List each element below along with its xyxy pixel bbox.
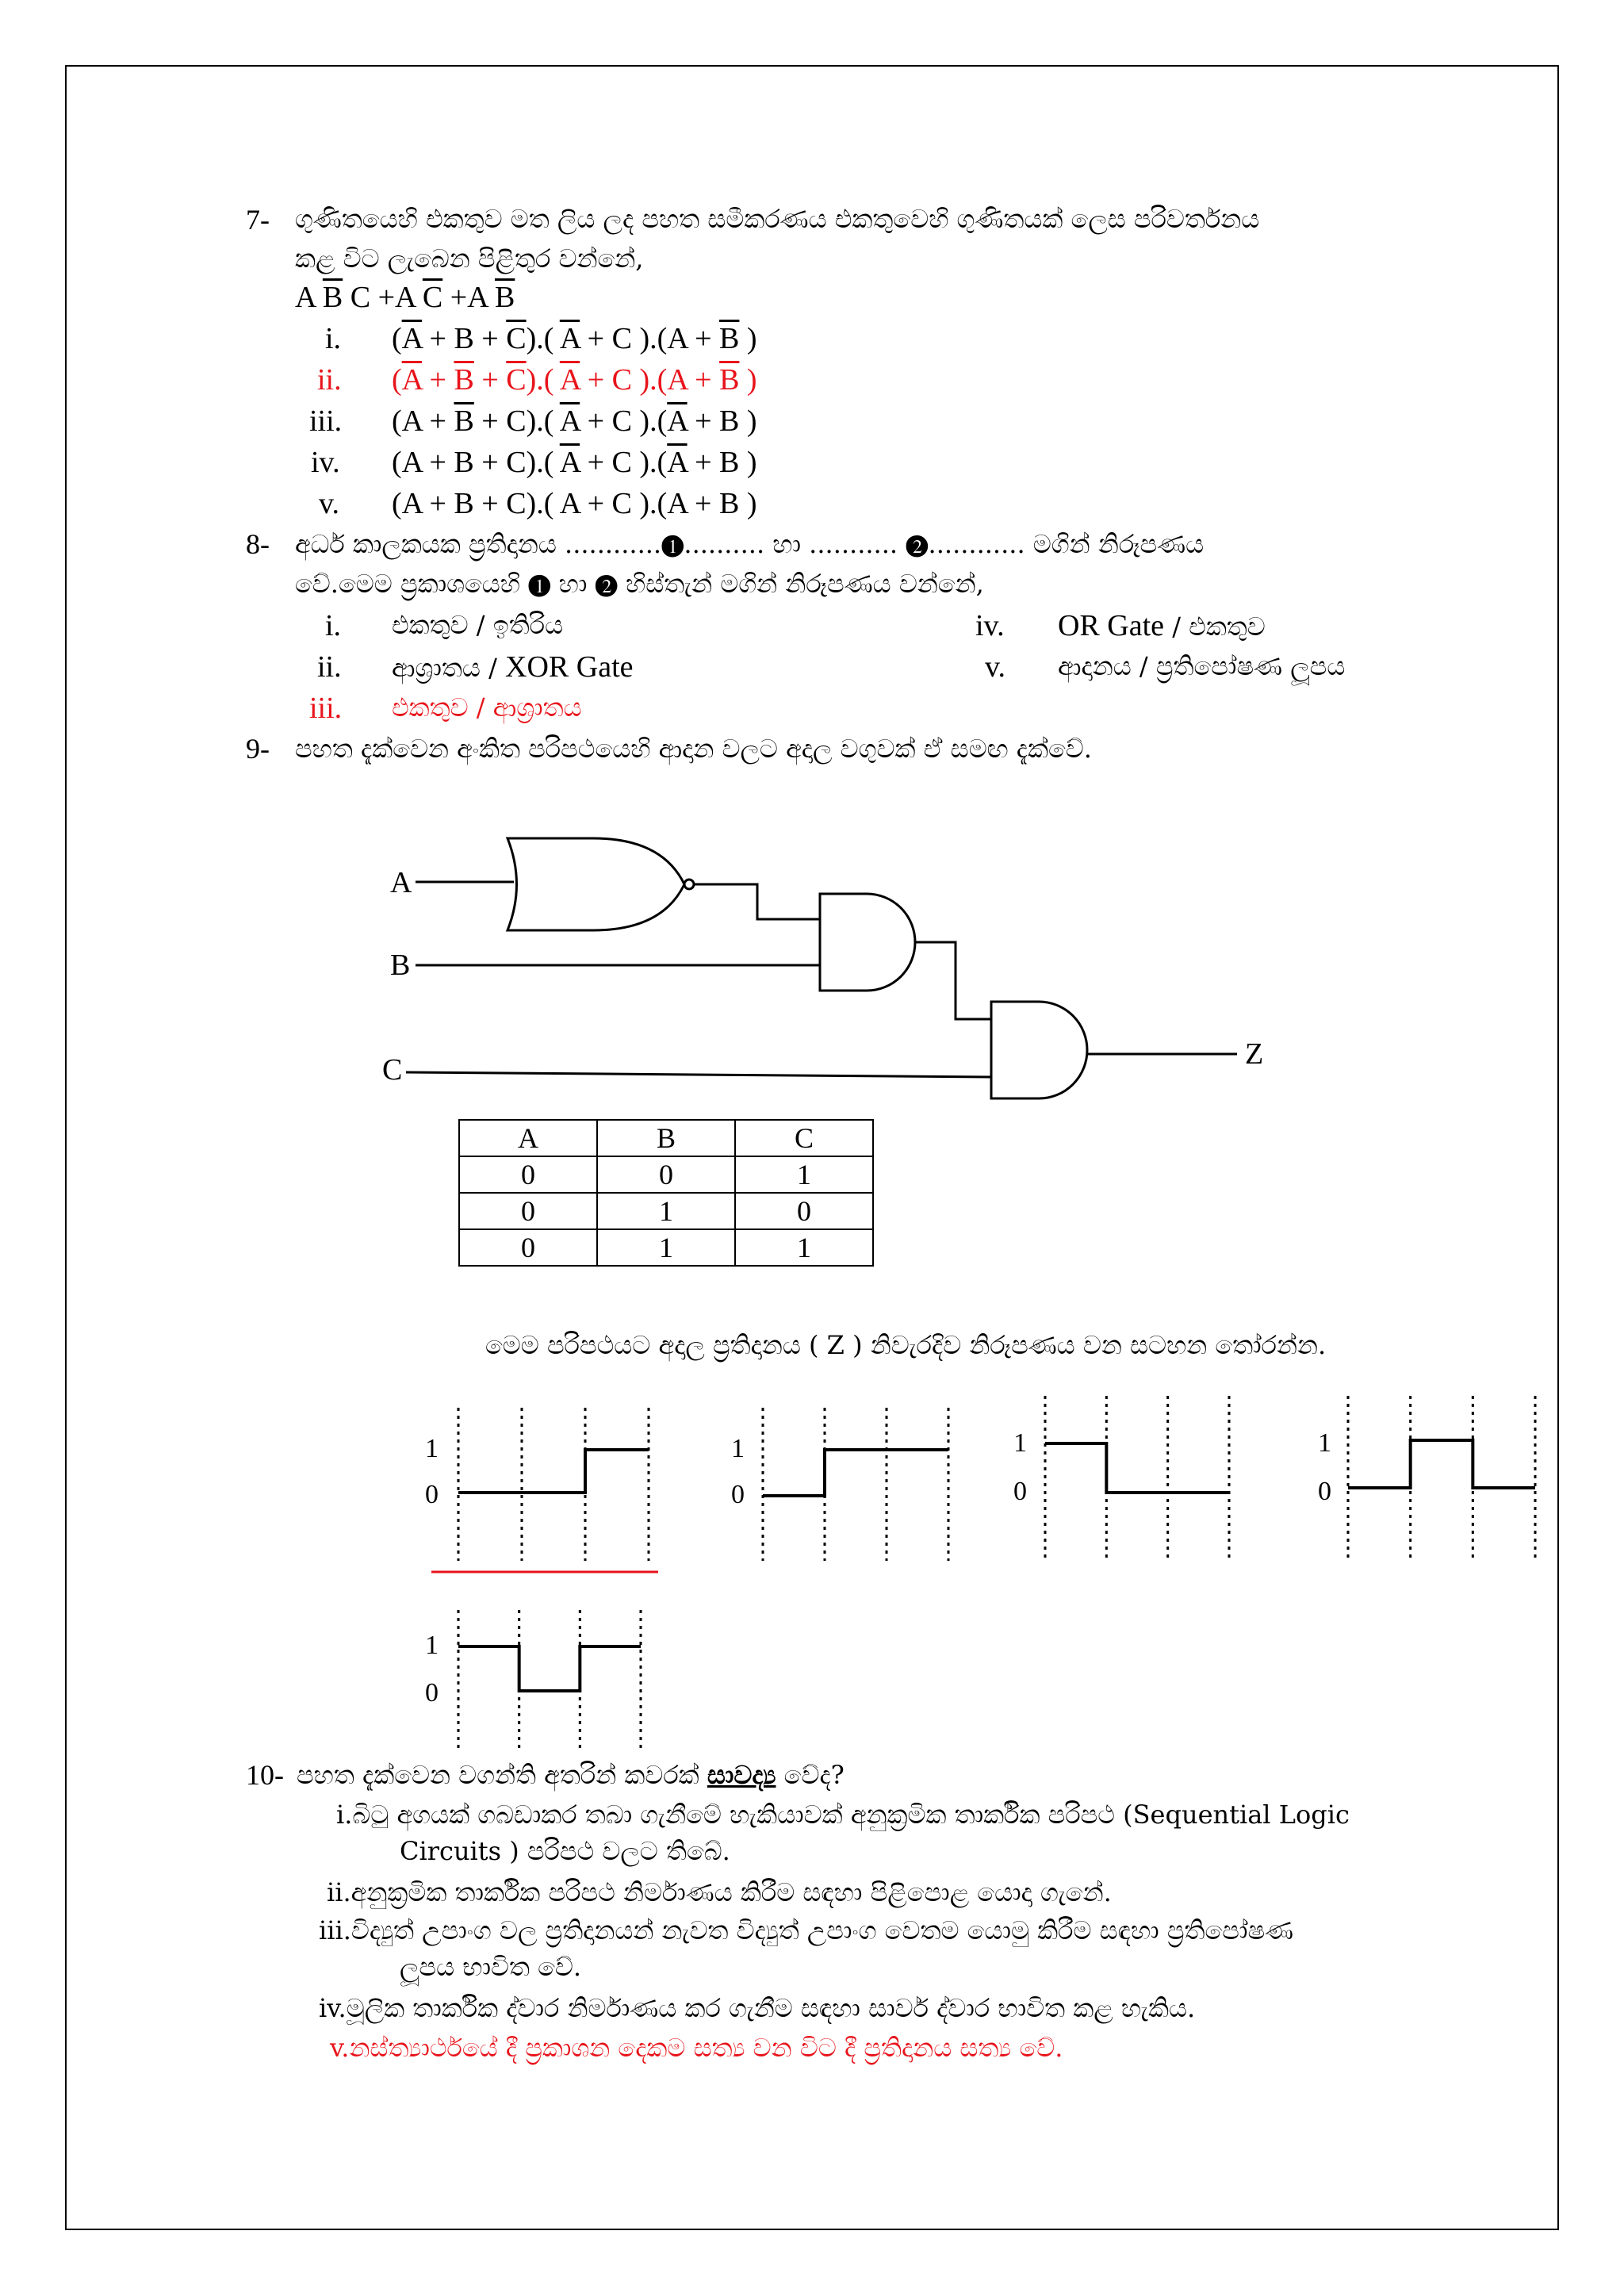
table-cell: 0 — [459, 1156, 597, 1193]
q7-expression: A $\overline{B}$ C +A $\overline{C} +A$ $\overline{B}$ — [295, 281, 515, 314]
table-cell: 1 — [735, 1156, 873, 1193]
q8-option-1-label: i. — [325, 609, 342, 642]
q8-option-2-label: ii. — [317, 650, 342, 684]
input-label-c: C — [382, 1053, 403, 1087]
q10-statement-4[interactable]: iv.මූලික තාර්කික ද්වාර නිර්මාණය කර ගැනීම සඳහා සාර්ව ද්වාර භාවිත කළ හැකිය. — [319, 1993, 1196, 2023]
q10-text — [297, 1762, 845, 1788]
table-cell: 0 — [735, 1193, 873, 1229]
input-label-b: B — [390, 949, 411, 982]
table-row — [459, 1193, 873, 1229]
q9-number: 9- — [246, 733, 270, 765]
waveform-1-label-zero: 0 — [425, 1480, 439, 1509]
q7-option-2-label: ii. — [317, 363, 342, 397]
q10-text-a: පහත දැක්වෙන වගන්ති අතරින් කවරක් — [297, 1760, 707, 1790]
output-label-z: Z — [1245, 1037, 1264, 1071]
q8-option-4-label: iv. — [975, 609, 1005, 642]
table-cell: 1 — [597, 1193, 735, 1229]
table-cell: 0 — [597, 1156, 735, 1193]
waveform-3-label-zero: 0 — [1013, 1477, 1027, 1506]
q7-option-1[interactable]: $(\overline{A} + B + \overline{C})$.( $\overline{A} + C$ )$.(A + \overline{B}$ ) — [392, 322, 757, 355]
waveform-1-label-one: 1 — [425, 1434, 439, 1463]
q8-option-3-selected[interactable]: එකතුව / ආශ්‍රාතය — [392, 692, 582, 723]
q8-option-4[interactable]: OR Gate / එකතුව — [1058, 609, 1266, 642]
q7-text-line1: ගුණිතයෙහි එකතුව මත ලිය ලද පහත සමීකරණය එකතුවෙහි ගුණිතයක් ලෙස පරිවර්තනය — [295, 204, 1260, 234]
q8-text-line1: අර්ධ කාලකයක ප්‍රතිදානය ............❶.......... හා ........... ❷............ මගින් නිරූපණය — [295, 529, 1205, 559]
q10-statement-1[interactable]: i.බිටු අගයක් ගබඩාකර තබා ගැනීමේ හැකියාවක් අනුක්‍රමික තාර්කික පරිපථ (Sequential Logic — [336, 1800, 1350, 1830]
q7-option-4-label: iv. — [311, 446, 340, 479]
table-header-cell: C — [735, 1120, 873, 1156]
q7-option-5[interactable]: (A + B + C).( A + C ).(A + B ) — [392, 487, 757, 520]
waveform-3-label-one: 1 — [1013, 1428, 1027, 1458]
q7-number: 7- — [246, 204, 270, 236]
input-label-a: A — [390, 866, 412, 899]
q7-option-1-label: i. — [325, 322, 342, 355]
q9-prompt: මෙම පරිපථයට අදාල ප්‍රතිදානය ( Z ) නිවැරදිව නිරූපණය වන සටහන තෝරන්න. — [485, 1330, 1327, 1360]
q7-option-3-label: iii. — [309, 404, 343, 438]
q10-statement-5-selected[interactable]: v.නස්ත්‍යාර්ථයේ දී ප්‍රකාශන දෙකම සත්‍ය වන විට දී ප්‍රතිදානය සත්‍ය වේ. — [330, 2033, 1063, 2063]
table-cell: 0 — [459, 1193, 597, 1229]
q7-text-line2: කළ විට ලැබෙන පිළිතුර වන්නේ, — [295, 243, 644, 274]
q8-option-5[interactable]: ආදානය / ප්‍රතිපෝෂණ ලූපය — [1058, 651, 1346, 681]
table-row — [459, 1156, 873, 1193]
waveform-4-label-zero: 0 — [1318, 1477, 1331, 1506]
q7-option-2-selected[interactable]: $(\overline{A} + \overline{B} + \overline{C})$.( $\overline{A} + C$ )$.(A + \overline{B}$ ) — [392, 363, 757, 397]
table-header-row — [459, 1120, 873, 1156]
q8-option-3-label: iii. — [309, 692, 343, 725]
q9-text: පහත දැක්වෙන අංකිත පරිපථයෙහි ආදාන වලට අදාල වගුවක් ඒ සමඟ දැක්වේ. — [295, 734, 1092, 764]
q7-option-5-label: v. — [319, 487, 340, 520]
table-cell: 1 — [735, 1229, 873, 1266]
q8-option-1[interactable]: එකතුව / ඉතිරිය — [392, 610, 564, 640]
waveform-2-label-zero: 0 — [731, 1480, 745, 1509]
q10-statement-1-cont: Circuits ) පරිපථ වලට තිබේ. — [400, 1836, 730, 1866]
waveform-5-label-zero: 0 — [425, 1678, 439, 1708]
q10-statement-3[interactable]: iii.විද්‍යුත් උපාංග වල ප්‍රතිදානයන් නැවත විද්‍යුත් උපාංග වෙතම යොමු කිරීම සඳහා ප්‍රතිපෝෂණ — [319, 1915, 1294, 1945]
table-header-cell: B — [597, 1120, 735, 1156]
waveform-4-label-one: 1 — [1318, 1428, 1331, 1458]
q10-statement-3-cont: ලූපය භාවිත වේ. — [400, 1952, 582, 1982]
table-cell: 1 — [597, 1229, 735, 1266]
table-row — [459, 1229, 873, 1266]
table-cell: 0 — [459, 1229, 597, 1266]
q7-option-3[interactable]: $(A + \overline{B} + C)$.( $\overline{A} + C$ )$.(\overline{A} + B$ ) — [392, 404, 757, 438]
q7-option-4[interactable]: (A + B + C).( $\overline{A} + C$ )$.(\overline{A} + B$ ) — [392, 446, 757, 479]
waveform-5-label-one: 1 — [425, 1631, 439, 1660]
table-header-cell: A — [459, 1120, 597, 1156]
q8-option-2[interactable]: ආශ්‍රාතය / XOR Gate — [392, 650, 634, 684]
q10-emphasis: සාවද්‍ය — [707, 1760, 776, 1790]
q10-statement-2[interactable]: ii.අනුක්‍රමික තාර්කික පරිපථ නිර්මාණය කිරීම සඳහා පිළිපොළ යොදා ගැනේ. — [327, 1877, 1112, 1907]
q8-number: 8- — [246, 528, 270, 560]
q8-text-line2: වේ.මෙම ප්‍රකාශයෙහි ❶ හා ❷ හිස්තැන් මගින් නිරූපණය වන්නේ, — [295, 569, 984, 599]
q10-number: 10- — [246, 1759, 284, 1791]
truth-table — [458, 1119, 874, 1267]
q10-text-c: වේද? — [776, 1760, 845, 1790]
q8-option-5-label: v. — [985, 650, 1006, 684]
waveform-2-label-one: 1 — [731, 1434, 745, 1463]
